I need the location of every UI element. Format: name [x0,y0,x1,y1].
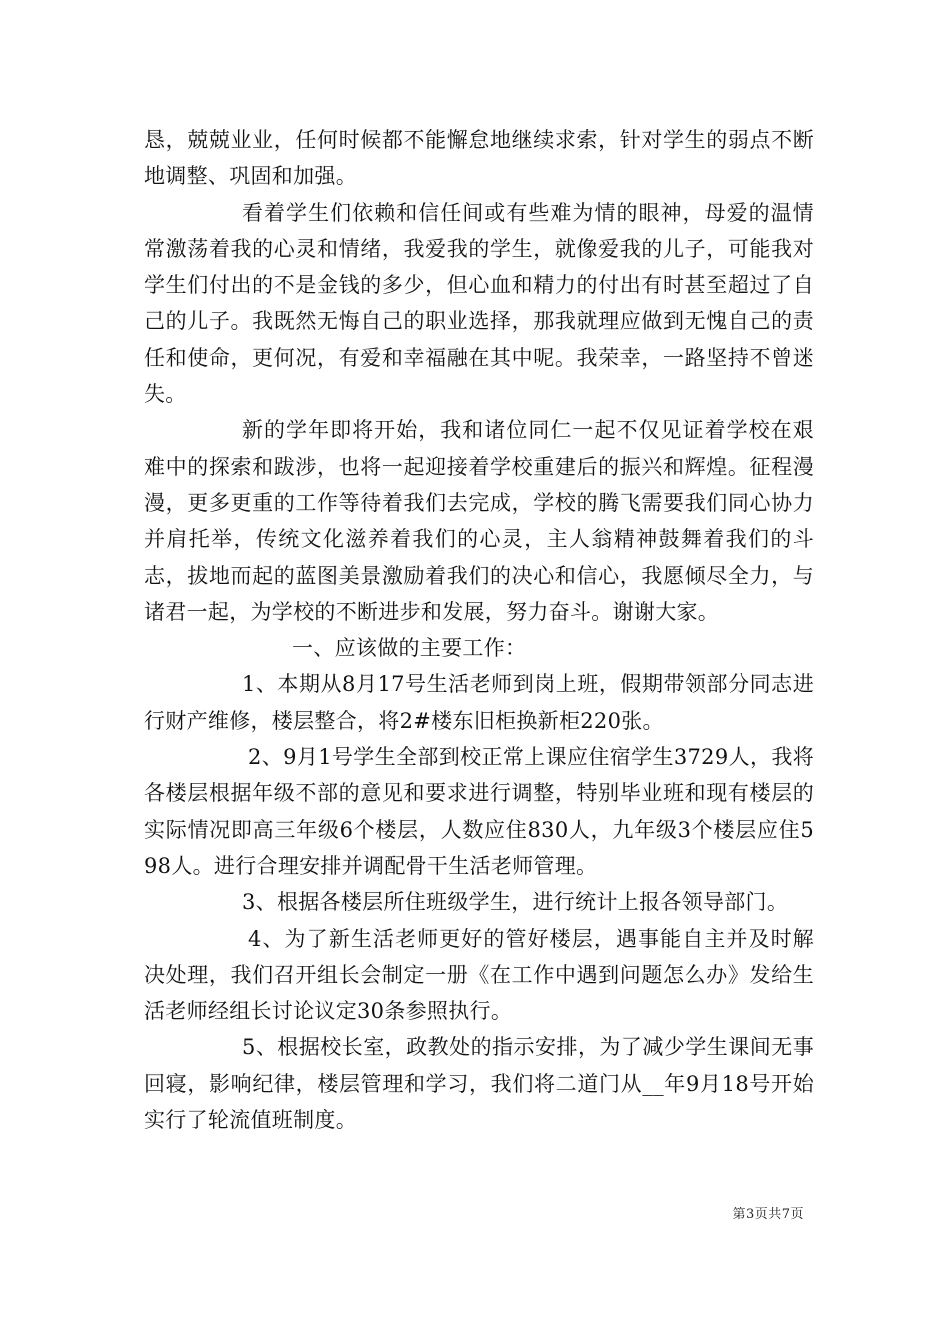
body-text [144,122,814,1138]
list-item-5: 5、根据校长室，政教处的指示安排，为了减少学生课间无事回寝，影响纪律，楼层管理和学习，我们将二道门从__年9月18号开始实行了轮流值班制度。 [144,1035,814,1133]
paragraph-mother-love: 看着学生们依赖和信任间或有些难为情的眼神，母爱的温情常激荡着我的心灵和情绪，我爱我的学生，就像爱我的儿子，可能我对学生们付出的不是金钱的多少，但心血和精力的付出有时甚至超过了自己的儿子。我既然无悔自己的职业选择，那我就理应做到无愧自己的责任和使命，更何况，有爱和幸福融在其中呢。我荣幸，一路坚持不曾迷失。 [144,200,814,407]
list-item-4: 4、为了新生活老师更好的管好楼层，遇事能自主并及时解决处理，我们召开组长会制定一册《在工作中遇到问题怎么办》发给生活老师经组长讨论议定30条参照执行。 [144,926,814,1024]
section-heading: 一、应该做的主要工作： [292,636,527,661]
paragraph-new-school-year: 新的学年即将开始，我和诸位同仁一起不仅见证着学校在艰难中的探索和跋涉，也将一起迎接着学校重建后的振兴和辉煌。征程漫漫，更多更重的工作等待着我们去完成，学校的腾飞需要我们同心协力并肩托举，传统文化滋养着我们的心灵，主人翁精神鼓舞着我们的斗志，拔地而起的蓝图美景激励着我们的决心和信心，我愿倾尽全力，与诸君一起，为学校的不断进步和发展，努力奋斗。谢谢大家。 [144,418,814,624]
paragraph-continuation: 恳，兢兢业业，任何时候都不能懈怠地继续求索，针对学生的弱点不断地调整、巩固和加强。 [144,128,814,189]
list-item-3: 3、根据各楼层所住班级学生，进行统计上报各领导部门。 [242,890,789,915]
list-item-2: 2、9月1号学生全部到校正常上课应住宿学生3729人，我将各楼层根据年级不部的意见和要求进行调整，特别毕业班和现有楼层的实际情况即高三年级6个楼层，人数应住830人，九年级3个楼层应住598人。进行合理安排并调配骨干生活老师管理。 [144,745,814,878]
list-item-1: 1、本期从8月17号生活老师到岗上班，假期带领部分同志进行财产维修，楼层整合，将2#楼东旧柜换新柜220张。 [144,672,814,733]
page-number-footer: 第3页共7页 [732,1207,804,1222]
